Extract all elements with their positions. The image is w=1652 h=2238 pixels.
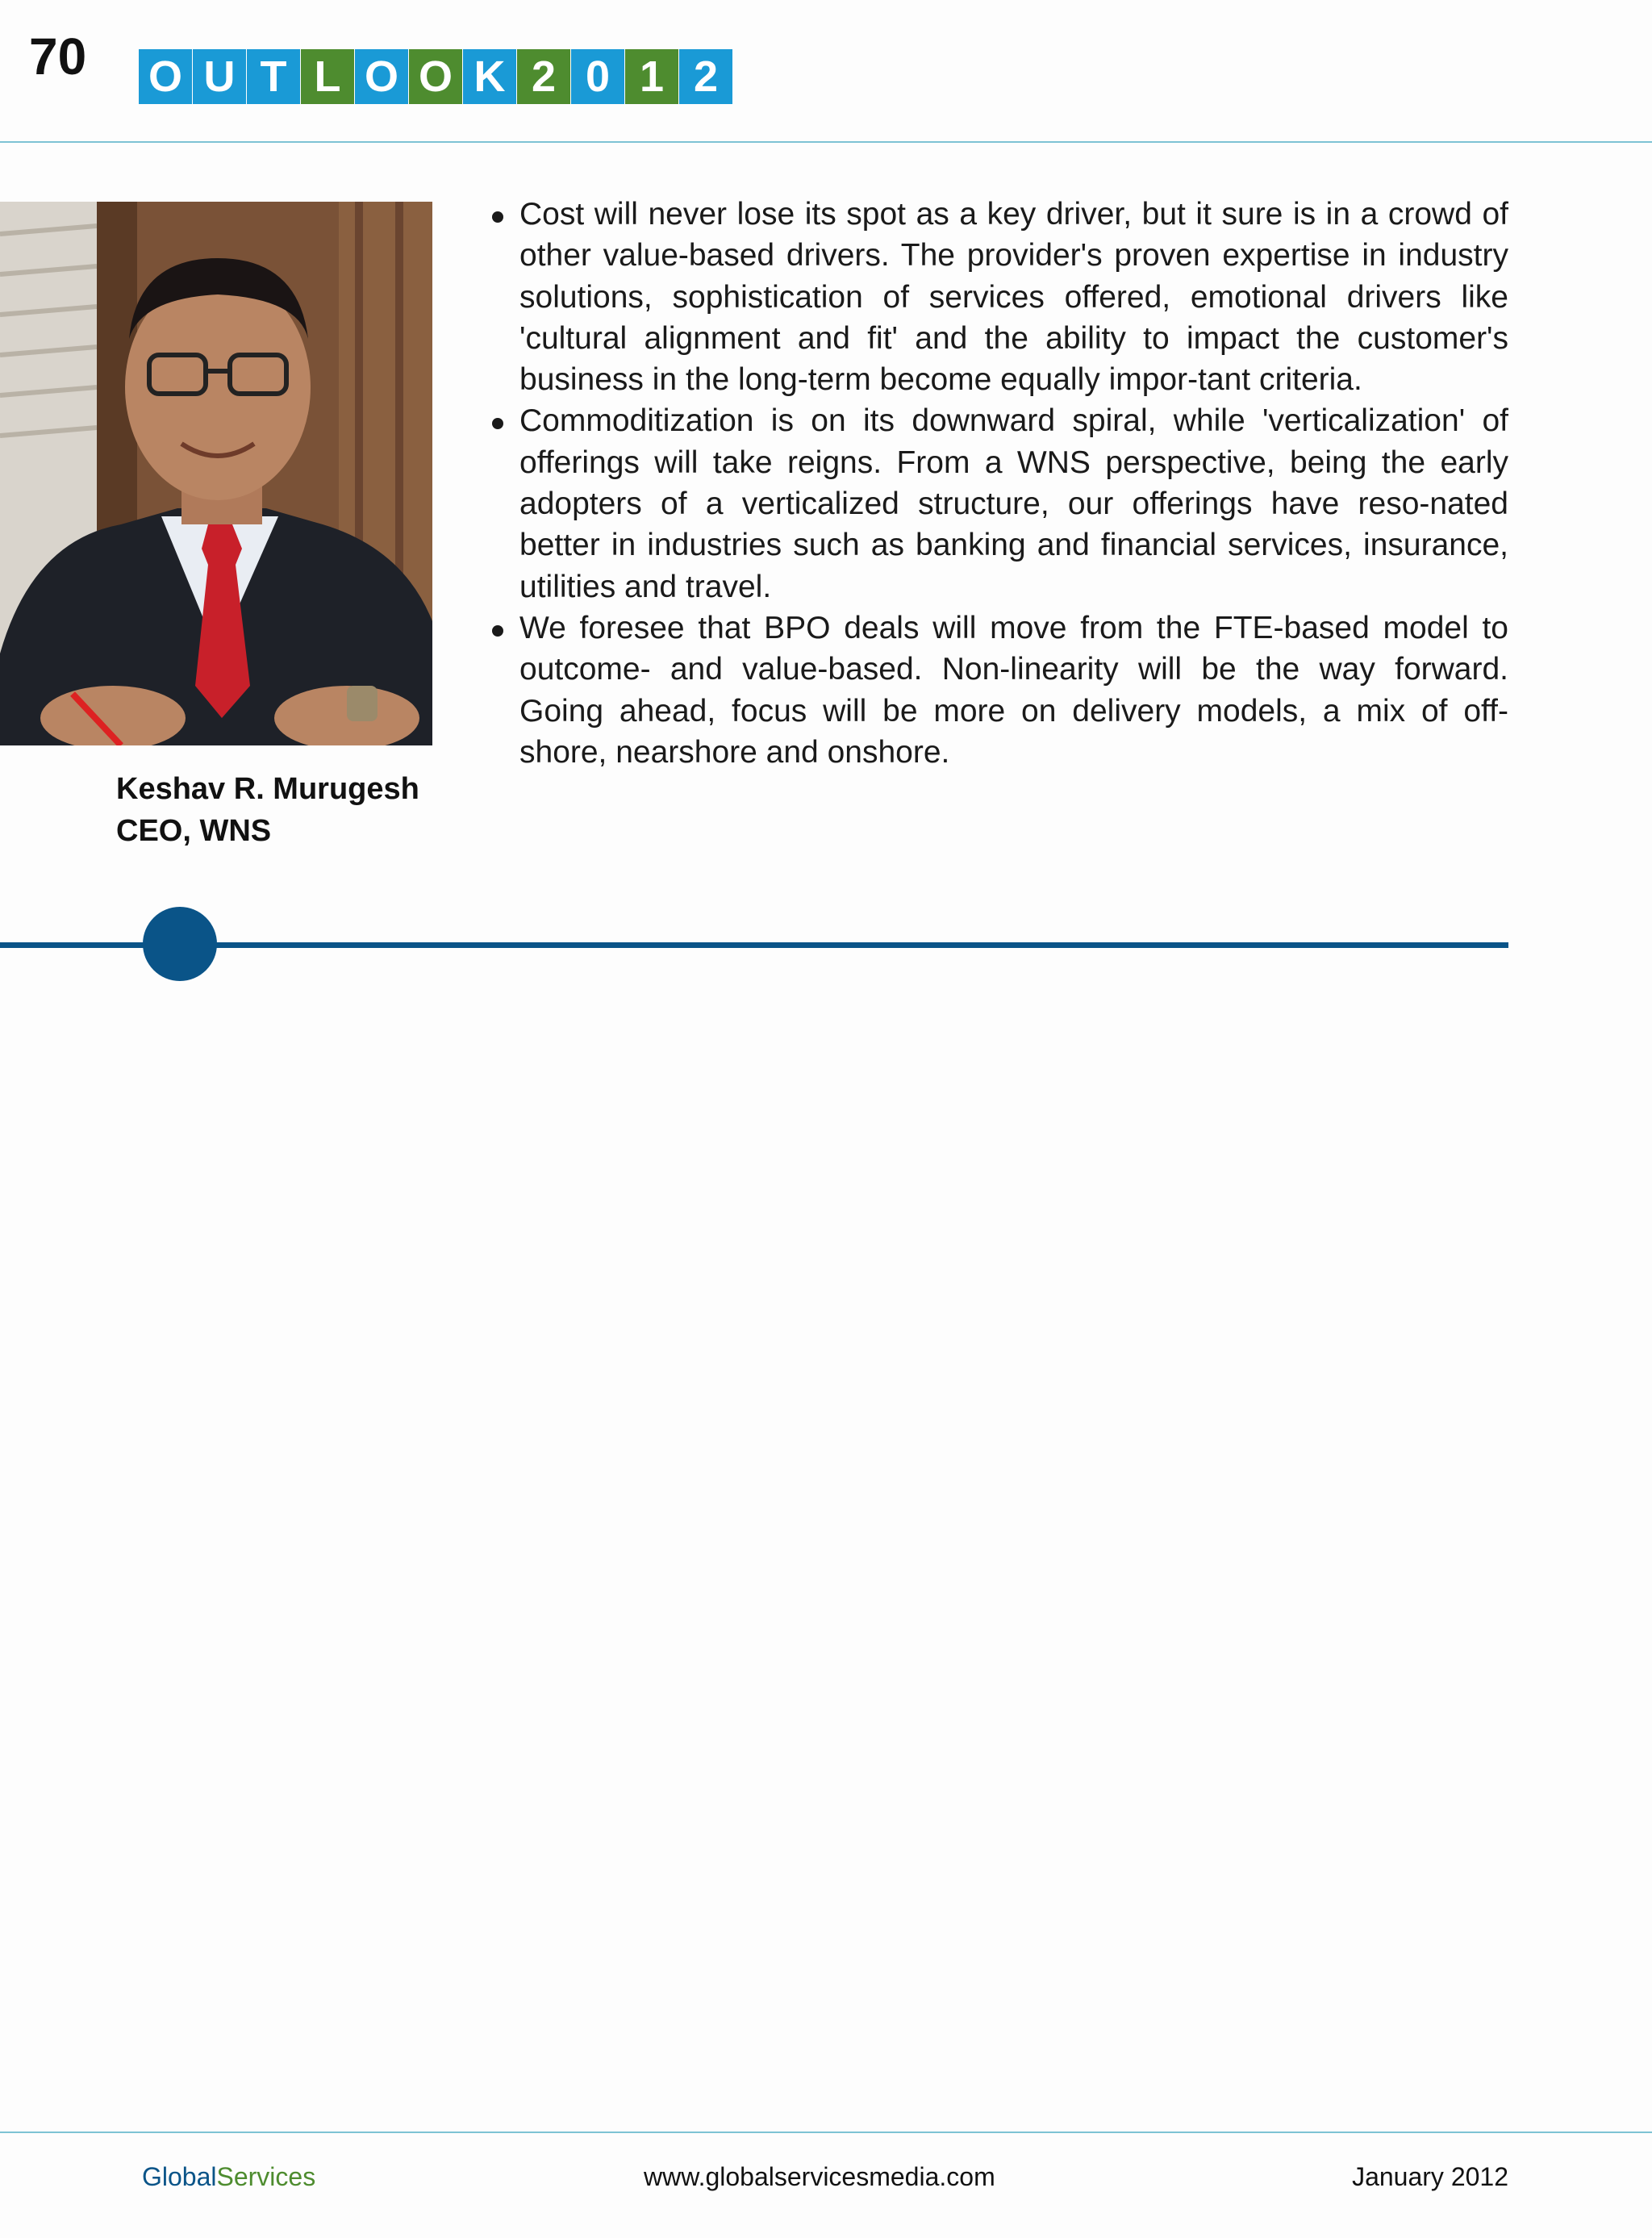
bullet-icon: [492, 625, 503, 637]
masthead-letter: O: [139, 49, 192, 104]
header-divider: [0, 141, 1652, 143]
caption-title: CEO, WNS: [116, 814, 272, 848]
bullet-icon: [492, 211, 503, 223]
masthead-letter: 1: [625, 49, 678, 104]
bullet-text: Cost will never lose its spot as a key driver, but it sure is in a crowd of other value-based drivers. The provider's proven expertise in industry solutions, sophistication of services offered, emotional drivers like 'cultural alignment and fit' and the ability to impact the customer's business in the long-term become equally impor-tant criteria.: [519, 197, 1508, 398]
masthead-letter: K: [463, 49, 516, 104]
masthead-letter: 2: [679, 49, 732, 104]
bullet-text: Commoditization is on its downward spiral, while 'verticalization' of offerings will take reigns. From a WNS perspective, being the early adopters of a verticalized structure, our offerings have reso-nated better in industries such as banking and financial services, insurance, utilities and travel.: [519, 403, 1508, 604]
masthead-letter: U: [193, 49, 246, 104]
footer-brand: [142, 2161, 315, 2193]
footer-brand-services: Services: [216, 2162, 316, 2191]
section-divider-dot: [143, 907, 217, 981]
masthead-letter: O: [409, 49, 462, 104]
masthead-letter: O: [355, 49, 408, 104]
outlook-2012-masthead: [139, 49, 733, 104]
masthead-letter: T: [247, 49, 300, 104]
bullet-list: [482, 194, 1508, 773]
bullet-item: [482, 194, 1508, 400]
caption-name: Keshav R. Murugesh: [116, 772, 419, 806]
page-number: 70: [29, 27, 87, 86]
masthead-letter: 0: [571, 49, 624, 104]
ceo-portrait-photo: [0, 202, 432, 745]
section-divider-line: [0, 942, 1508, 948]
masthead-letter: 2: [517, 49, 570, 104]
footer-date: January 2012: [1352, 2162, 1508, 2191]
footer-brand-global: Global: [142, 2162, 217, 2191]
footer-url: www.globalservicesmedia.com: [644, 2162, 995, 2191]
bullet-icon: [492, 418, 503, 429]
footer-divider: [0, 2132, 1652, 2133]
masthead-letter: L: [301, 49, 354, 104]
bullet-text: We foresee that BPO deals will move from the FTE-based model to outcome- and value-based. Non-linearity will be the way forward. Going ahead, focus will be more on delivery models, a mix of off-shore, nearshore and onshore.: [519, 610, 1508, 770]
bullet-item: [482, 608, 1508, 773]
bullet-item: [482, 400, 1508, 607]
photo-caption: [116, 768, 455, 852]
